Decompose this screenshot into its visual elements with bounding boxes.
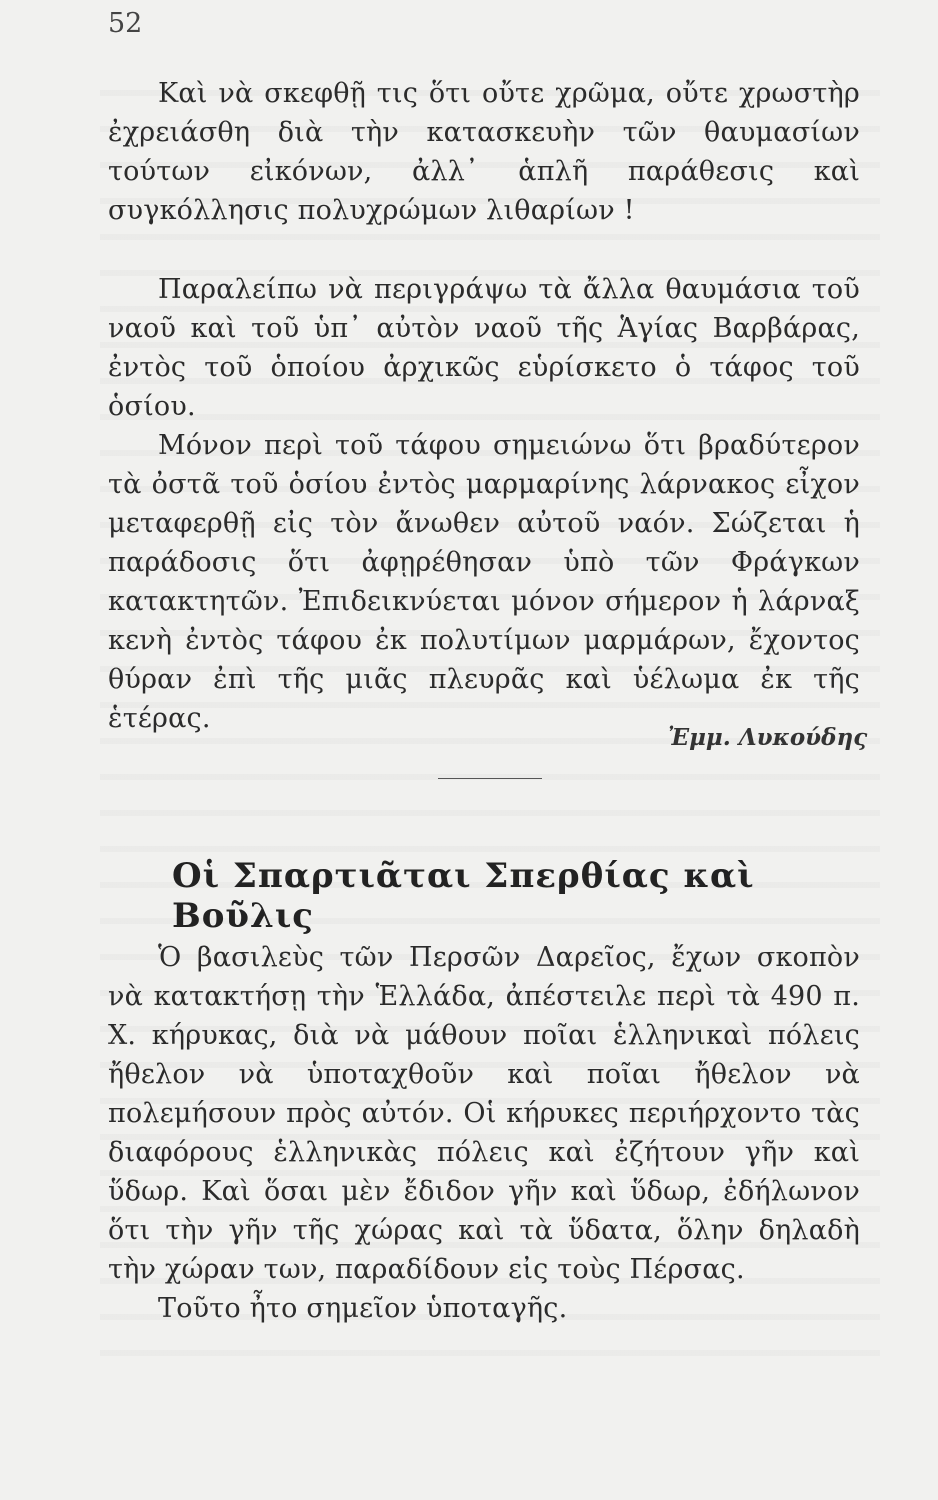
church-section [108,270,860,738]
church-paragraph-1: Παραλείπω νὰ περιγράψω τὰ ἄλλα θαυμάσια τοῦ ναοῦ καὶ τοῦ ὑπ᾽ αὐτὸν ναοῦ τῆς Ἁγίας Βαρβάρας, ἐντὸς τοῦ ὁποίου ἀρχικῶς εὑρίσκετο ὁ τάφος τοῦ ὁσίου. [108,274,860,422]
page-number: 52 [108,8,143,39]
section-divider [438,778,542,779]
author-signature: Ἐμμ. Λυκούδης [668,724,868,751]
intro-section [108,74,860,230]
section-heading: Οἱ Σπαρτιᾶται Σπερθίας καὶ Βοῦλις [172,856,755,936]
church-paragraph-2: Μόνον περὶ τοῦ τάφου σημειώνω ὅτι βραδύτερον τὰ ὀστᾶ τοῦ ὁσίου ἐντὸς μαρμαρίνης λάρνακος εἶχον μεταφερθῇ εἰς τὸν ἄνωθεν αὐτοῦ ναόν. Σώζεται ἡ παράδοσις ὅτι ἀφῃρέθησαν ὑπὸ τῶν Φράγκων κατακτητῶν. Ἐπιδεικνύεται μόνον σήμερον ἡ λάρναξ κενὴ ἐντὸς τάφου ἐκ πολυτίμων μαρμάρων, ἔχοντος θύραν ἐπὶ τῆς μιᾶς πλευρᾶς καὶ ὑέλωμα ἐκ τῆς ἑτέρας. [108,430,860,734]
spartans-paragraph-2: Τοῦτο ἦτο σημεῖον ὑποταγῆς. [158,1293,568,1324]
spartans-section [108,938,860,1328]
intro-paragraph: Καὶ νὰ σκεφθῇ τις ὅτι οὔτε χρῶμα, οὔτε χρωστὴρ ἐχρειάσθη διὰ τὴν κατασκευὴν τῶν θαυμασίων τούτων εἰκόνων, ἀλλ᾽ ἁπλῆ παράθεσις καὶ συγκόλλησις πολυχρώμων λιθαρίων ! [108,78,860,226]
spartans-paragraph-1: Ὁ βασιλεὺς τῶν Περσῶν Δαρεῖος, ἔχων σκοπὸν νὰ κατακτήσῃ τὴν Ἑλλάδα, ἀπέστειλε περὶ τὰ 490 π. Χ. κήρυκας, διὰ νὰ μάθουν ποῖαι ἑλληνικαὶ πόλεις ἤθελον νὰ ὑποταχθοῦν καὶ ποῖαι ἤθελον νὰ πολεμήσουν πρὸς αὐτόν. Οἱ κήρυκες περιήρχοντο τὰς διαφόρους ἑλληνικὰς πόλεις καὶ ἐζήτουν γῆν καὶ ὕδωρ. Καὶ ὅσαι μὲν ἔδιδον γῆν καὶ ὕδωρ, ἐδήλωνον ὅτι τὴν γῆν τῆς χώρας καὶ τὰ ὕδατα, ὅλην δηλαδὴ τὴν χώραν των, παραδίδουν εἰς τοὺς Πέρσας. [108,942,860,1285]
